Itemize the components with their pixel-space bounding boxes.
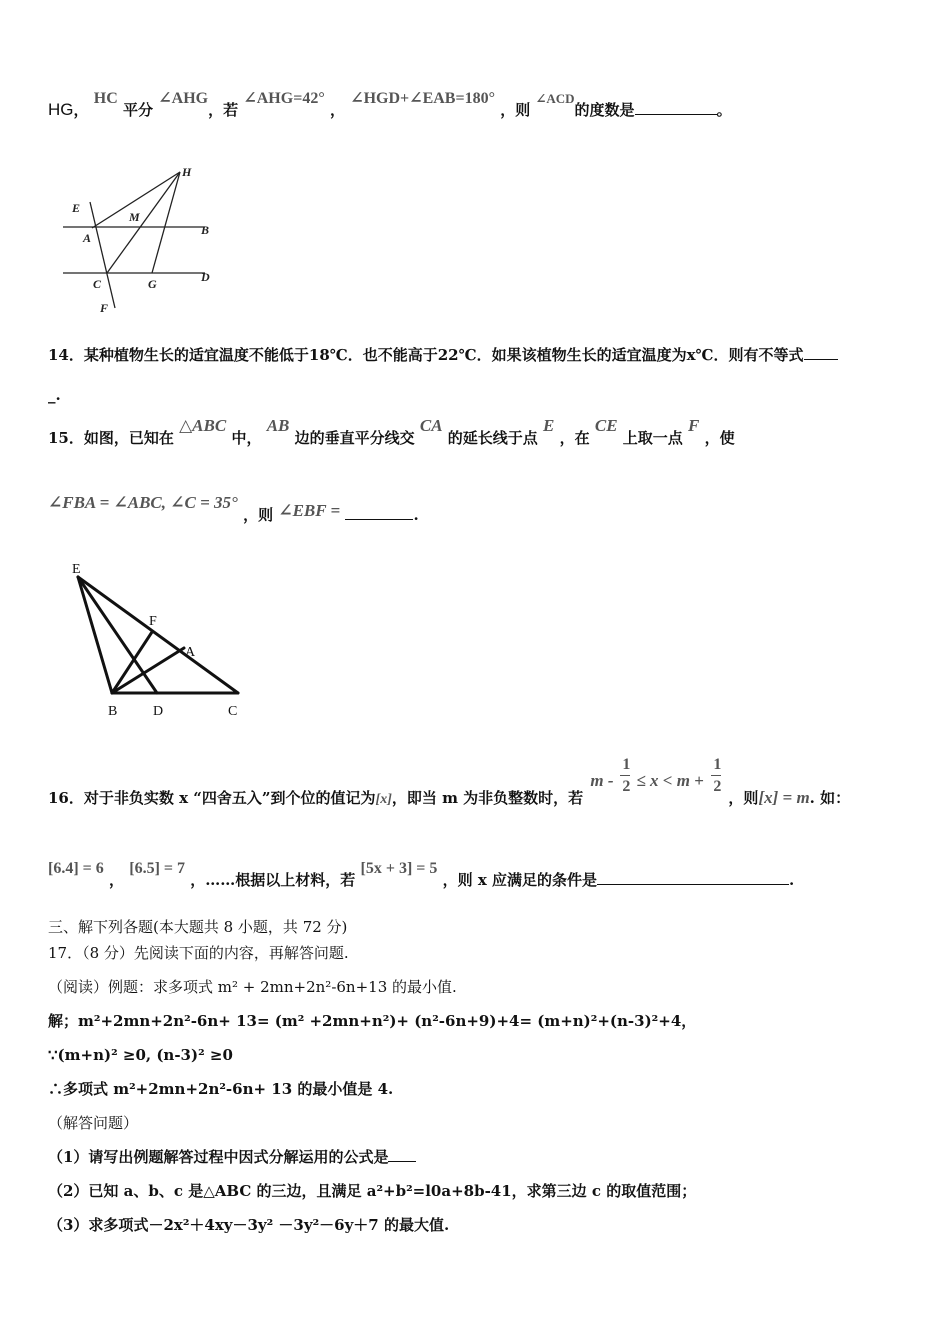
q17-title: 17．（8 分）先阅读下面的内容，再解答问题.: [48, 944, 349, 962]
q16-line2: [6.4] = 6 ， [6.5] = 7 ，……根据以上材料，若 [5x + 3] = 5 ，则 x 应满足的条件是 .: [48, 860, 795, 889]
q16-example-1: [6.4] = 6: [48, 860, 104, 877]
q15-e: E: [543, 416, 555, 435]
q15-label-f: F: [149, 614, 157, 629]
q15-triangle-abc: △ABC: [179, 416, 227, 435]
q15-label-a: A: [185, 645, 196, 660]
q13-angle-ahg: ∠AHG: [158, 90, 209, 107]
q13-angle-sum: ∠HGD+∠EAB=180°: [350, 90, 495, 107]
q13-label-e: E: [72, 201, 81, 215]
q13-label-m: M: [129, 210, 140, 224]
q17-because: ∵(m+n)² ≥0, (n-3)² ≥0: [48, 1046, 233, 1064]
q15-label-e: E: [72, 562, 81, 577]
q16-example-2: [6.5] = 7: [129, 860, 186, 877]
q17-solution: 解；m²+2mn+2n²-6n+ 13= (m² +2mn+n²)+ (n²-6n+9)+4= (m+n)²+(n-3)²+4，: [48, 1012, 697, 1030]
q16-answer-blank[interactable]: [597, 870, 789, 885]
q17-read: （阅读）例题：求多项式 m² + 2mn+2n²-6n+13 的最小值.: [48, 978, 457, 996]
q16-bracket-x: [x]: [375, 792, 392, 807]
q13-figure: [55, 160, 235, 320]
q13-label-g: G: [148, 277, 157, 291]
q13-label-d: D: [201, 270, 210, 284]
q17-item-1-blank[interactable]: [388, 1147, 416, 1162]
q15-figure: [60, 555, 260, 725]
q15-answer-blank[interactable]: [345, 505, 413, 520]
q15-ce: CE: [594, 416, 618, 435]
q13-line: HG， HC 平分 ∠AHG，若 ∠AHG=42° ， ∠HGD+∠EAB=180° ，则 ∠ACD的度数是 。: [48, 90, 732, 119]
q16-inequality: m - 1 2 ≤ x < m + 1 2: [590, 756, 722, 795]
q17-item-1: （1）请写出例题解答过程中因式分解运用的公式是: [48, 1147, 416, 1167]
q15-ebf: ∠EBF =: [278, 501, 341, 520]
q17-answer-heading: （解答问题）: [48, 1114, 139, 1132]
q14-line2: _.: [48, 386, 61, 404]
q13-hc: HC: [93, 90, 118, 107]
q17-item-2: （2）已知 a、b、c 是△ABC 的三边，且满足 a²+b²=l0a+8b-41，求第三边 c 的取值范围；: [48, 1182, 697, 1200]
q15-ca: CA: [419, 416, 443, 435]
q13-hg: HG: [48, 100, 74, 119]
q15-line2: ∠FBA = ∠ABC, ∠C = 35° ，则 ∠EBF = .: [48, 493, 419, 524]
q15-label-b: B: [108, 704, 118, 719]
q14-answer-blank[interactable]: [804, 345, 838, 360]
q15-f: F: [688, 416, 700, 435]
q13-label-h: H: [182, 165, 192, 179]
q17-item-3: （3）求多项式－2x²＋4xy－3y² －3y²－6y＋7 的最大值.: [48, 1216, 450, 1234]
q15-condition: ∠FBA = ∠ABC, ∠C = 35°: [48, 493, 238, 512]
q13-angle-ahg-42: ∠AHG=42°: [243, 90, 325, 107]
q13-answer-blank[interactable]: [635, 100, 717, 115]
section-3-heading: 三、解下列各题(本大题共 8 小题，共 72 分): [48, 918, 348, 936]
q15-label-c: C: [228, 704, 238, 719]
q13-label-b: B: [201, 223, 210, 237]
q15-label-d: D: [153, 704, 164, 719]
q13-label-f: F: [100, 301, 109, 315]
q13-angle-acd: ∠ACD: [535, 91, 575, 106]
q17-therefore: ∴多项式 m²+2mn+2n²-6n+ 13 的最小值是 4.: [48, 1080, 394, 1098]
q14-line1: 14．某种植物生长的适宜温度不能低于18℃．也不能高于22℃．如果该植物生长的适宜温度为x℃．则有不等式: [48, 345, 838, 365]
q16-example-3: [5x + 3] = 5: [360, 860, 438, 877]
q13-label-a: A: [83, 231, 92, 245]
q16-line1: 16．对于非负实数 x “四舍五入”到个位的值记为[x]，即当 m 为非负整数时，若 m - 1 2 ≤ x < m + 1 2 ，则[x] = m. 如：: [48, 756, 851, 807]
q13-label-c: C: [93, 277, 102, 291]
q16-x-equals-m: [x] = m: [758, 788, 810, 807]
q15-line1: 15．如图，已知在 △ABC 中， AB 边的垂直平分线交 CA 的延长线于点 E ，在 CE 上取一点 F ，使: [48, 416, 735, 447]
q15-ab: AB: [266, 416, 290, 435]
